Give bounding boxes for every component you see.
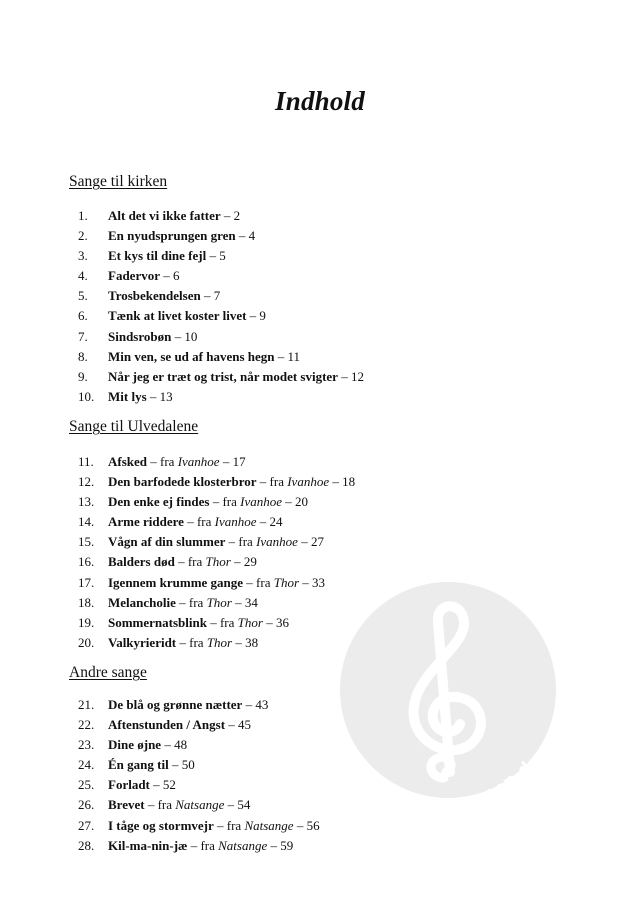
toc-entry: 14. Arme riddere – fra Ivanhoe – 24 (78, 512, 355, 532)
toc-entry: 16. Balders død – fra Thor – 29 (78, 552, 355, 572)
toc-entry-from: fra (189, 634, 204, 650)
toc-entry-number: 16. (78, 554, 95, 570)
toc-entry-number: 5. (78, 288, 88, 304)
toc-entry-source: Thor (237, 614, 263, 630)
toc-entry-from: fra (157, 797, 173, 813)
page-title: Indhold (275, 86, 365, 116)
toc-entry: 8. Min ven, se ud af havens hegn – 11 (78, 347, 364, 367)
toc-entry-title: Melancholie (108, 594, 176, 610)
toc-entry-title: Sommernatsblink (108, 614, 207, 630)
toc-entry-page: 13 (159, 388, 173, 404)
toc-entry-source: Natsange (218, 837, 268, 853)
toc-entry-source: Ivanhoe (287, 474, 330, 490)
toc-entry-source: Ivanhoe (256, 534, 298, 550)
toc-entry-title: Forladt (108, 777, 150, 793)
toc-entry-title: Sindsrobøn (108, 328, 172, 344)
toc-entry-from: fra (160, 454, 175, 469)
toc-entry-title: Aftenstunden / Angst (108, 717, 226, 733)
toc-entry-number: 26. (78, 797, 95, 813)
toc-entry-page: 11 (287, 348, 301, 364)
treble-clef-icon (340, 582, 556, 846)
toc-entry-number: 4. (78, 268, 88, 284)
toc-entry-title: Dine øjne (108, 737, 162, 753)
toc-entry-number: 14. (78, 514, 95, 530)
toc-entry-page: 34 (244, 594, 258, 610)
toc-entry-source: Natsange (175, 797, 225, 813)
toc-entry-number: 8. (78, 348, 88, 364)
toc-entry: 11. Afsked – fra Ivanhoe – 17 (78, 452, 355, 472)
toc-entry-source: Thor (205, 554, 231, 570)
toc-entry-title: Vågn af din slummer (108, 534, 226, 550)
toc-entry-number: 10. (78, 388, 95, 404)
toc-entry-title: Afsked (108, 454, 148, 469)
toc-entry: 7. Sindsrobøn – 10 (78, 327, 364, 347)
toc-entry: 10. Mit lys – 13 (78, 387, 364, 407)
toc-entry-page: 45 (238, 717, 252, 733)
toc-entry-from: fra (226, 817, 242, 833)
toc-entry: 4. Fadervor – 6 (78, 266, 364, 286)
toc-entry-number: 20. (78, 634, 95, 650)
toc-entry-number: 23. (78, 737, 95, 753)
toc-entry: 13. Den enke ej findes – fra Ivanhoe – 20 (78, 492, 355, 512)
toc-entry-number: 7. (78, 328, 88, 344)
toc-entry-page: 27 (310, 534, 324, 550)
toc-entry-title: Balders død (108, 554, 175, 570)
toc-entry: 9. Når jeg er træt og trist, når modet svigter – 12 (78, 367, 364, 387)
toc-entry-title: Den barfodede klosterbror (108, 474, 257, 490)
toc-entry-page: 38 (245, 634, 259, 650)
toc-entry-number: 22. (78, 717, 95, 733)
toc-entry-page: 36 (275, 614, 289, 630)
toc-entry-number: 2. (78, 228, 88, 244)
toc-entry-number: 13. (78, 494, 95, 510)
toc-entry-title: Min ven, se ud af havens hegn (108, 348, 275, 364)
toc-entry-title: Når jeg er træt og trist, når modet svigter (108, 368, 338, 384)
toc-entry-page: 33 (312, 574, 326, 590)
toc-entry-title: Alt det vi ikke fatter (108, 208, 221, 223)
toc-entry-page: 9 (259, 308, 266, 324)
toc-entry: 28. Kil-ma-nin-jæ – fra Natsange – 59 (78, 836, 320, 856)
toc-entry: 2. En nyudsprungen gren – 4 (78, 226, 364, 246)
toc-entry-source: Natsange (244, 817, 294, 833)
toc-entry: 23. Dine øjne – 48 (78, 735, 320, 755)
toc-entry-title: I tåge og stormvejr (108, 817, 214, 833)
toc-entry-number: 28. (78, 837, 95, 853)
watermark (340, 582, 556, 846)
toc-entry-number: 27. (78, 817, 95, 833)
toc-entry-page: 43 (255, 697, 269, 712)
toc-entry-from: fra (187, 554, 203, 570)
toc-entry: 24. Én gang til – 50 (78, 755, 320, 775)
toc-entry: 25. Forladt – 52 (78, 775, 320, 795)
toc-entry-page: 54 (237, 797, 251, 813)
toc-entry-title: Én gang til (108, 757, 169, 773)
toc-entry-source: Ivanhoe (177, 454, 220, 469)
toc-entry: 18. Melancholie – fra Thor – 34 (78, 593, 355, 613)
toc-entry-number: 11. (78, 454, 94, 469)
toc-entry-title: Fadervor (108, 268, 160, 284)
toc-entry-source: Thor (206, 634, 233, 650)
section-heading-andre-sange: Andre sange (69, 664, 147, 681)
toc-entry-number: 15. (78, 534, 95, 550)
toc-entry-page: 29 (243, 554, 257, 570)
toc-entry-number: 9. (78, 368, 88, 384)
toc-entry: 21. De blå og grønne nætter – 43 (78, 695, 320, 715)
toc-entry-page: 4 (248, 228, 256, 244)
toc-entry-page: 17 (232, 454, 246, 469)
toc-entry: 5. Trosbekendelsen – 7 (78, 286, 364, 306)
toc-entry-source: Thor (273, 574, 300, 590)
toc-entry-title: Brevet (108, 797, 145, 813)
toc-entry-title: Mit lys (108, 388, 147, 404)
toc-entry: 6. Tænk at livet koster livet – 9 (78, 306, 364, 326)
toc-list-sange-til-ulvedalene (78, 452, 355, 653)
toc-entry: 22. Aftenstunden / Angst – 45 (78, 715, 320, 735)
toc-entry-page: 52 (162, 777, 176, 793)
toc-entry-page: 12 (350, 368, 364, 384)
toc-entry: 26. Brevet – fra Natsange – 54 (78, 795, 320, 815)
toc-entry-from: fra (222, 494, 237, 510)
toc-entry-from: fra (219, 614, 235, 630)
toc-entry-from: fra (196, 514, 212, 530)
toc-entry-title: Den enke ej findes (108, 494, 210, 510)
toc-entry: 27. I tåge og stormvejr – fra Natsange – 56 (78, 816, 320, 836)
toc-entry-title: Valkyrieridt (108, 634, 177, 650)
toc-entry: 19. Sommernatsblink – fra Thor – 36 (78, 613, 355, 633)
toc-entry-number: 25. (78, 777, 95, 793)
toc-entry-page: 24 (269, 514, 283, 530)
toc-entry-page: 48 (174, 737, 188, 753)
toc-entry: 3. Et kys til dine fejl – 5 (78, 246, 364, 266)
toc-entry-number: 18. (78, 594, 95, 610)
toc-list-andre-sange (78, 695, 320, 856)
toc-entry-from: fra (269, 474, 284, 490)
toc-entry-number: 3. (78, 248, 88, 264)
toc-entry-page: 7 (213, 288, 221, 304)
toc-entry-number: 6. (78, 308, 88, 324)
toc-entry-title: Trosbekendelsen (108, 288, 201, 304)
toc-entry-number: 24. (78, 757, 95, 773)
toc-entry-title: Arme riddere (108, 514, 184, 530)
toc-entry-page: 59 (280, 837, 294, 853)
toc-entry: 17. Igennem krumme gange – fra Thor – 33 (78, 573, 355, 593)
toc-entry-number: 1. (78, 208, 88, 223)
toc-entry-title: Tænk at livet koster livet (108, 308, 247, 324)
toc-entry-title: Igennem krumme gange (108, 574, 244, 590)
toc-entry-page: 10 (184, 328, 198, 344)
toc-entry-page: 50 (181, 757, 195, 773)
toc-entry: 12. Den barfodede klosterbror – fra Ivanhoe – 18 (78, 472, 355, 492)
toc-entry-title: Et kys til dine fejl (108, 248, 207, 264)
toc-entry-page: 6 (172, 268, 180, 284)
toc-entry-from: fra (256, 574, 271, 590)
toc-entry-page: 5 (219, 248, 226, 264)
toc-entry-page: 20 (295, 494, 309, 510)
toc-entry-from: fra (200, 837, 215, 853)
toc-entry-title: En nyudsprungen gren (108, 228, 236, 244)
toc-entry: 15. Vågn af din slummer – fra Ivanhoe – 27 (78, 532, 355, 552)
toc-entry-source: Ivanhoe (214, 514, 257, 530)
toc-entry-title: De blå og grønne nætter (108, 697, 243, 712)
toc-entry-page: 2 (233, 208, 241, 223)
toc-entry-page: 56 (306, 817, 320, 833)
toc-entry-number: 21. (78, 697, 95, 712)
toc-entry-from: fra (188, 594, 204, 610)
toc-entry-number: 12. (78, 474, 95, 490)
section-heading-sange-til-ulvedalene: Sange til Ulvedalene (69, 418, 199, 435)
toc-entry-number: 19. (78, 614, 95, 630)
toc-entry: 1. Alt det vi ikke fatter – 2 (78, 206, 364, 226)
toc-entry-number: 17. (78, 574, 95, 590)
section-heading-sange-til-kirken: Sange til kirken (69, 173, 168, 190)
watermark-text: alle-noten.de (431, 750, 545, 846)
toc-entry-source: Ivanhoe (240, 494, 283, 510)
toc-entry-from: fra (238, 534, 253, 550)
toc-entry-title: Kil-ma-nin-jæ (108, 837, 188, 853)
toc-entry-page: 18 (342, 474, 356, 490)
toc-entry-source: Thor (206, 594, 232, 610)
toc-entry: 20. Valkyrieridt – fra Thor – 38 (78, 633, 355, 653)
toc-list-sange-til-kirken (78, 206, 364, 407)
